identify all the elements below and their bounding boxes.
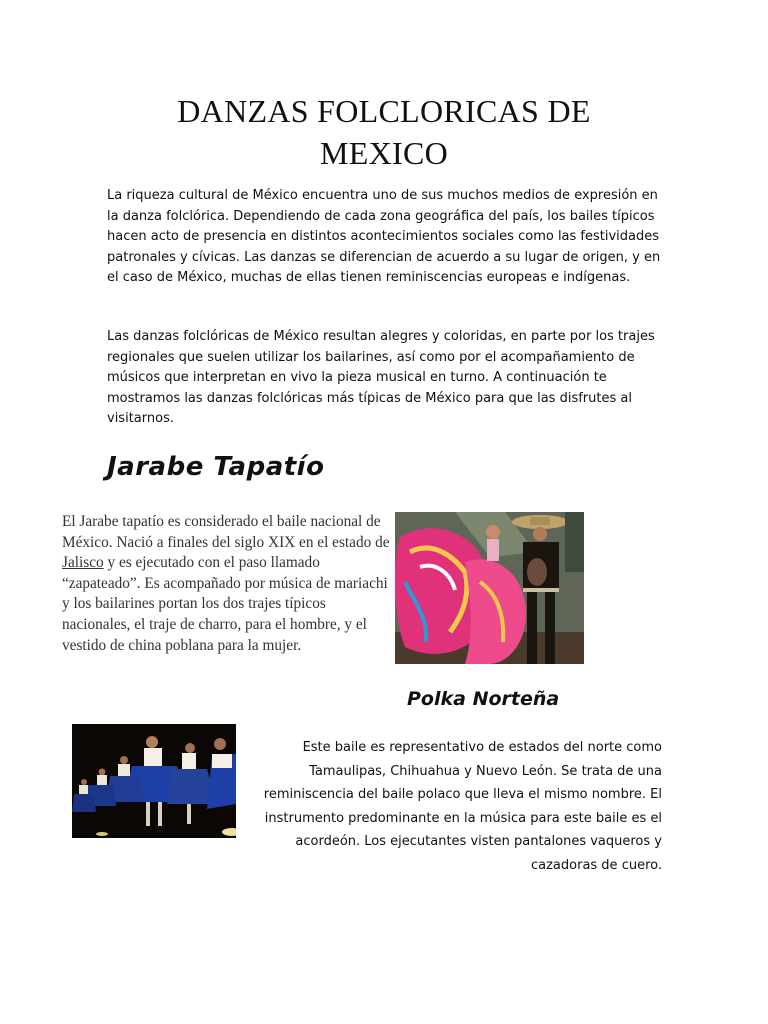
polka-dancers-photo	[72, 724, 236, 838]
jalisco-link[interactable]: Jalisco	[62, 554, 104, 572]
page-title: DANZAS FOLCLORICAS DE MEXICO	[177, 93, 591, 171]
jarabe-paragraph	[62, 512, 392, 656]
jarabe-heading: Jarabe Tapatío	[107, 452, 325, 482]
intro-paragraph-2: Las danzas folclóricas de México resultan alegres y coloridas, en parte por los trajes regionales que suelen utilizar los bailarines, así como por el acompañamiento de músicos que interpretan en vivo la pieza musical en turno. A continuación te mostramos las danzas folclóricas más típicas de México para que las disfrutes al visitarnos.	[107, 329, 655, 426]
polka-paragraph: Este baile es representativo de estados del norte como Tamaulipas, Chihuahua y Nuevo León. Se trata de una reminiscencia del baile polaco que lleva el mismo nombre. El instrumento predominante en la música para este baile es el acordeón. Los ejecutantes visten pantalones vaqueros y cazadoras de cuero.	[263, 740, 662, 873]
intro-paragraph-1: La riqueza cultural de México encuentra uno de sus muchos medios de expresión en la danza folclórica. Dependiendo de cada zona geográfica del país, los bailes típicos hacen acto de presencia en distintos acontecimientos sociales como las festividades patronales y cívicas. Las danzas se diferencian de acuerdo a su lugar de origen, y en el caso de México, muchas de ellas tienen reminiscencias europeas e indígenas.	[107, 188, 661, 285]
jarabe-text-part-2: y es ejecutado con el paso llamado “zapateado”. Es acompañado por música de mariachi y los bailarines portan los dos trajes típicos nacionales, el traje de charro, para el hombre, y el vestido de china poblana para la mujer.	[62, 554, 388, 654]
polka-heading: Polka Norteña	[407, 688, 560, 710]
jarabe-text-part-1: El Jarabe tapatío es considerado el baile nacional de México. Nació a finales del siglo XIX en el estado de	[62, 513, 390, 551]
jarabe-dancers-photo	[395, 512, 584, 664]
